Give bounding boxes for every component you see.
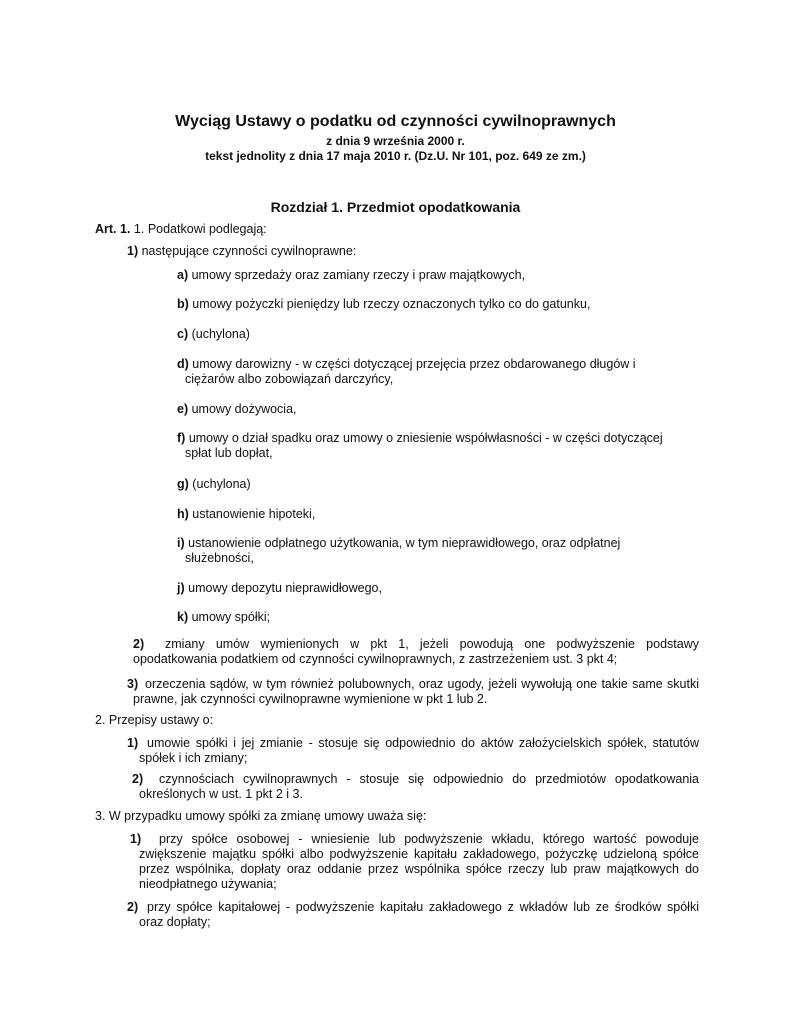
letter-text: (uchylona) [192, 477, 251, 491]
letter-item-a [177, 268, 525, 283]
letter-label: h) [177, 507, 189, 521]
letter-item-d [177, 357, 636, 372]
letter-label: j) [177, 581, 185, 595]
letter-item-k [177, 610, 270, 625]
art1-point-2-text: zmiany umów wymienionych w pkt 1, jeżeli powodują one podwyższenie podstawy opodatkowania podatkiem od czynności cywilnoprawnych, z zastrzeżeniem ust. 3 pkt 4; [133, 637, 699, 666]
document-consolidated-text: tekst jednolity z dnia 17 maja 2010 r. (Dz.U. Nr 101, poz. 649 ze zm.) [205, 149, 586, 163]
letter-item-b [177, 297, 590, 312]
document-title: Wyciąg Ustawy o podatku od czynności cywilnoprawnych [175, 113, 616, 130]
art1-point-3-number: 3) [127, 677, 139, 691]
sec2-point-1-text: umowie spółki i jej zmianie - stosuje się odpowiednio do aktów założycielskich spółek, statutów spółek i ich zmiany; [139, 736, 699, 765]
letter-label: c) [177, 327, 189, 341]
letter-item-j [177, 581, 382, 596]
letter-label: g) [177, 477, 189, 491]
letter-label: i) [177, 536, 185, 550]
point-text: następujące czynności cywilnoprawne: [141, 244, 357, 258]
sec2-point-2-text: czynnościach cywilnoprawnych - stosuje się odpowiednio do przedmiotów opodatkowania określonych w ust. 1 pkt 2 i 3. [139, 772, 699, 801]
letter-label: f) [177, 431, 186, 445]
letter-label: e) [177, 402, 189, 416]
sec3-point-2-text: przy spółce kapitałowej - podwyższenie kapitału zakładowego z wkładów lub ze środków spółki oraz dopłaty; [139, 900, 699, 929]
letter-text: (uchylona) [191, 327, 250, 341]
sec3-point-1-text: przy spółce osobowej - wniesienie lub podwyższenie wkładu, którego wartość powoduje zwiększenie majątku spółki albo podwyższenie kapitału zakładowego, pożyczkę udzieloną spółce przez wspólnika, dopłaty oraz oddanie przez wspólnika spółce rzeczy lub praw majątkowych do nieodpłatnego używania; [139, 832, 699, 891]
letter-item-d-continuation: ciężarów albo zobowiązań darczyńcy, [185, 372, 394, 386]
chapter-title: Rozdział 1. Przedmiot opodatkowania [270, 199, 521, 215]
letter-item-g [177, 477, 251, 492]
section-3-intro: 3. W przypadku umowy spółki za zmianę umowy uważa się: [95, 809, 427, 823]
letter-text: umowy spółki; [191, 610, 271, 624]
letter-text: umowy darowizny - w części dotyczącej przejęcia przez obdarowanego długów i [192, 357, 636, 371]
art1-point-2-number: 2) [133, 637, 145, 651]
sec3-point-2-number: 2) [127, 900, 139, 914]
letter-text: umowy dożywocia, [191, 402, 297, 416]
article-1-heading [95, 222, 267, 237]
document-date: z dnia 9 września 2000 r. [326, 134, 465, 148]
letter-label: b) [177, 297, 189, 311]
letter-item-f [177, 431, 663, 446]
sec3-point-1-number: 1) [130, 832, 142, 846]
letter-label: a) [177, 268, 189, 282]
letter-item-i-continuation: służebności, [185, 551, 254, 565]
art1-point-1 [127, 244, 356, 259]
section-2-intro: 2. Przepisy ustawy o: [95, 713, 214, 727]
letter-text: umowy pożyczki pieniędzy lub rzeczy oznaczonych tylko co do gatunku, [192, 297, 591, 311]
letter-text: ustanowienie hipoteki, [192, 507, 316, 521]
point-number: 1) [127, 244, 139, 258]
article-label: Art. 1. [95, 222, 131, 236]
letter-text: ustanowienie odpłatnego użytkowania, w tym nieprawidłowego, oraz odpłatnej [188, 536, 621, 550]
letter-label: k) [177, 610, 189, 624]
letter-text: umowy o dział spadku oraz umowy o zniesienie współwłasności - w części dotyczącej [188, 431, 663, 445]
letter-item-h [177, 507, 315, 522]
article-1-intro: 1. Podatkowi podlegają: [133, 222, 267, 236]
sec2-point-2-number: 2) [132, 772, 144, 786]
letter-text: umowy sprzedaży oraz zamiany rzeczy i praw majątkowych, [191, 268, 526, 282]
letter-item-f-continuation: spłat lub dopłat, [185, 446, 273, 460]
sec2-point-1-number: 1) [127, 736, 139, 750]
letter-item-c [177, 327, 250, 342]
art1-point-3-text: orzeczenia sądów, w tym również polubownych, oraz ugody, jeżeli wywołują one takie same skutki prawne, jak czynności cywilnoprawne wymienione w pkt 1 lub 2. [133, 677, 699, 706]
letter-label: d) [177, 357, 189, 371]
letter-item-i [177, 536, 620, 551]
letter-item-e [177, 402, 297, 417]
letter-text: umowy depozytu nieprawidłowego, [188, 581, 382, 595]
